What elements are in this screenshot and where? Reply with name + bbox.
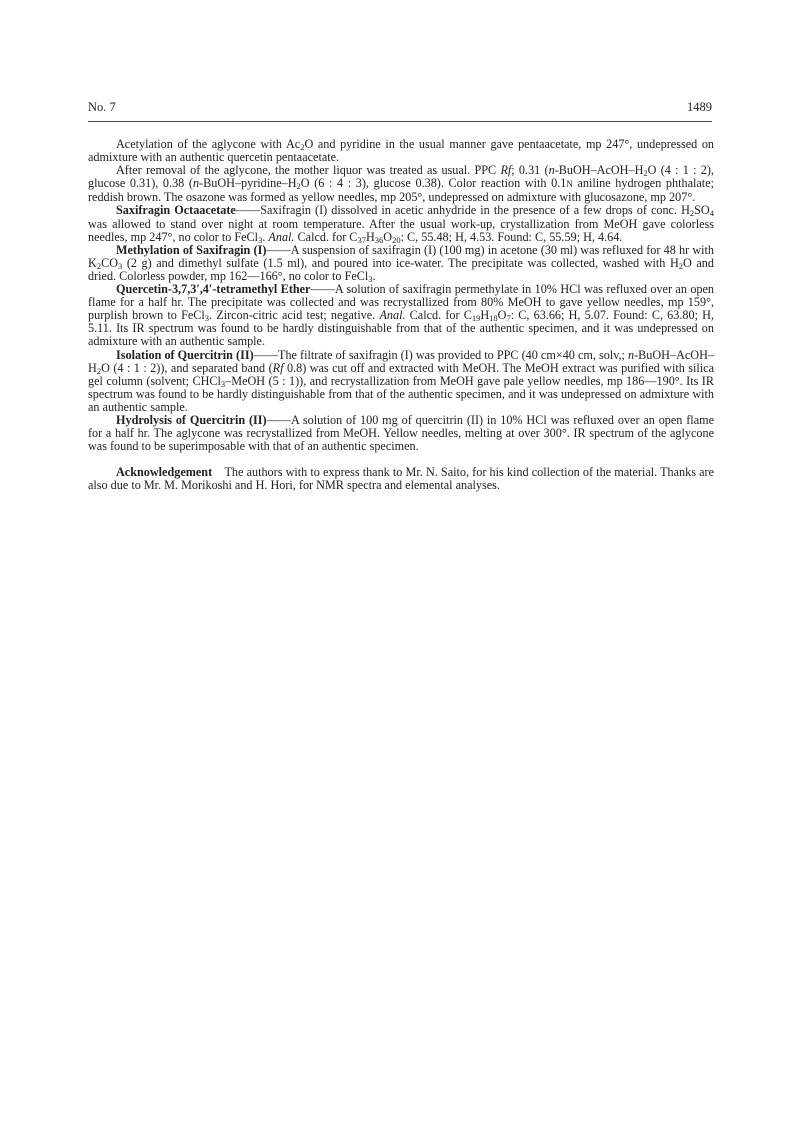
paragraph-tetramethyl-ether: Quercetin-3,7,3′,4′-tetramethyl Ether——A solution of saxifragin permethylate in 10% HCl was refluxed over an open flame for a half hr. The precipitate was collected and was recrystallized from 80% MeOH to gave yellow needles, mp 159°, purplish brown to FeCl$_3$. Zircon-citric acid test; negative. Anal. Calcd. for $C_{19}H_{18}O_7$: C, 63.66; H, 5.07. Found: C, 63.80; H, 5.11. Its IR spectrum was found to be hardly distinguishable from that of the authentic specimen, and it was undepressed on admixture with an authentic sample.	[88, 282, 715, 349]
paragraph-mother-liquor: After removal of the aglycone, the mother liquor was treated as usual. PPC Rf; 0.31 ($n-BuOH-AcOH-H_2O$ (4 : 1 : 2), glucose 0.31), 0.38 ($n-BuOH-pyridine-H_2O$ (6 : 4 : 3), glucose 0.38). Color reaction with 0.1N aniline hydrogen phthalate; reddish brown. The osazone was formed as yellow needles, mp 205°, undepressed on admixture with glucosazone, mp 207°.	[88, 163, 714, 205]
section-heading: Isolation of Quercitrin (II)	[116, 347, 254, 362]
page-number: 1489	[687, 100, 712, 114]
running-header	[88, 100, 712, 120]
paragraph-saxifragin-octaacetate: Saxifragin Octaacetate——Saxifragin (I) dissolved in acetic anhydride in the presence of a few drops of conc. $H_2SO_4$ was allowed to stand over night at room temperature. After the usual work-up, crystallization from MeOH gave colorless needles, mp 247°, no color to FeCl$_3$. Anal. Calcd. for $C_{37}H_{36}O_{20}$: C, 55.48; H, 4.53. Found: C, 55.59; H, 4.64.	[88, 203, 714, 245]
paragraph-isolation-quercitrin: Isolation of Quercitrin (II)——The filtrate of saxifragin (I) was provided to PPC (40 cm×40 cm, solv,; $n-BuOH-AcOH-H_2O$ (4 : 1 : 2)), and separated band (Rf 0.8) was cut off and extracted with MeOH. The MeOH extract was purified with silica gel column (solvent; CHCl$_3$–MeOH (5 : 1)), and recrystallization from MeOH gave pale yellow needles, mp 186—190°. Its IR spectrum was found to be hardly distinguishable from that of the authentic specimen, and it was undepressed on admixture with an authentic sample.	[88, 347, 715, 414]
journal-issue: No. 7	[88, 100, 116, 114]
article-body	[88, 137, 718, 493]
paragraph-acknowledgement: Acknowledgement The authors with to express thank to Mr. N. Saito, for his kind collection of the material. Thanks are also due to Mr. M. Morikoshi and H. Hori, for NMR spectra and elemental analyses.	[88, 465, 718, 493]
paragraph-acetylation: Acetylation of the aglycone with $Ac_2O$ and pyridine in the usual manner gave pentaacetate, mp 247°, undepressed on admixture with an authentic quercetin pentaacetate.	[88, 137, 715, 165]
section-heading: Methylation of Saxifragin (I)	[116, 242, 267, 257]
section-heading: Saxifragin Octaacetate	[116, 203, 236, 218]
paragraph-methylation: Methylation of Saxifragin (I)——A suspension of saxifragin (I) (100 mg) in acetone (30 ml) was refluxed for 48 hr with $K_2CO_3$ (2 g) and dimethyl sulfate (1.5 ml), and poured into ice-water. The precipitate was collected, washed with $H_2O$ and dried. Colorless powder, mp 162—166°, no color to FeCl$_3$.	[88, 242, 715, 284]
header-rule	[88, 121, 712, 122]
paragraph-hydrolysis: Hydrolysis of Quercitrin (II)——A solution of 100 mg of quercitrin (II) in 10% HCl was refluxed over an open flame for a half hr. The aglycone was recrystallized from MeOH. Yellow needles, melting at over 300°. IR spectrum of the aglycone was found to be superimposable with that of an authentic specimen.	[88, 412, 714, 454]
section-heading: Quercetin-3,7,3′,4′-tetramethyl Ether	[116, 282, 311, 297]
section-heading: Hydrolysis of Quercitrin (II)	[116, 412, 267, 427]
acknowledgement-heading: Acknowledgement	[116, 465, 213, 480]
